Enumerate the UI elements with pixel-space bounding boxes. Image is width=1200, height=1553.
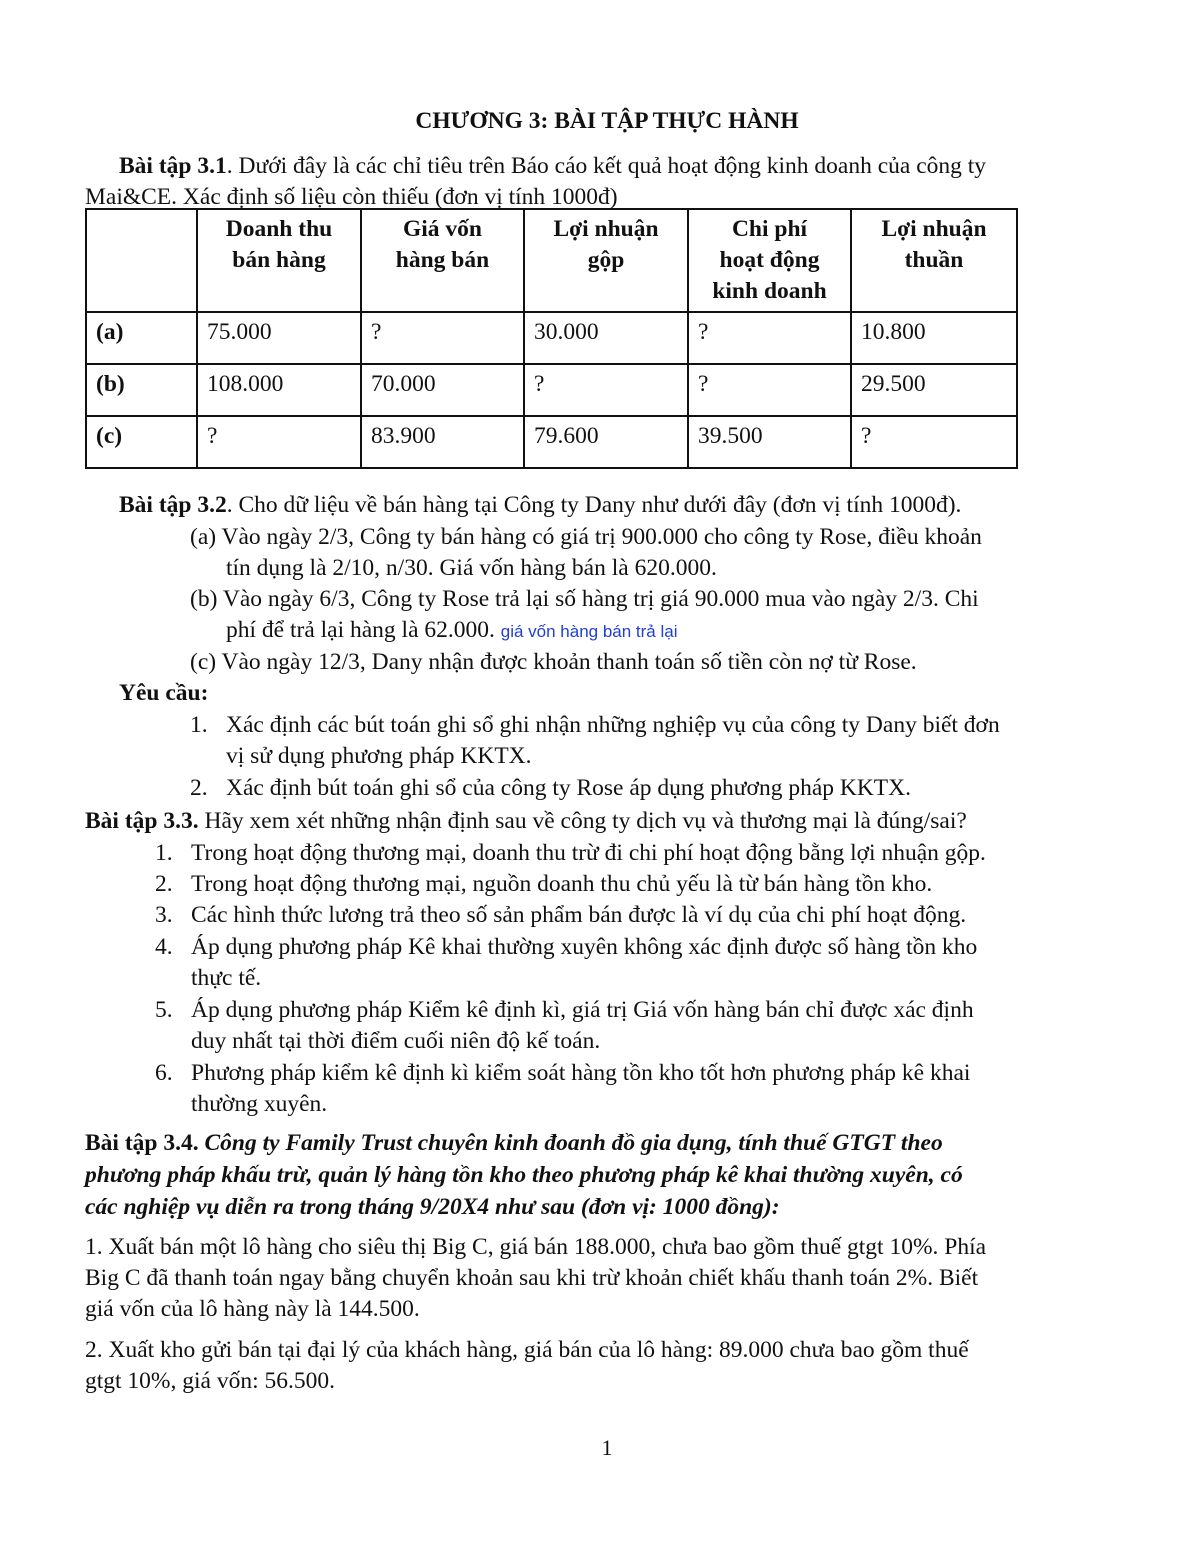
row-label: (c) bbox=[86, 416, 197, 468]
ex31-header-operating-expense: Chi phí hoạt động kinh doanh bbox=[688, 209, 851, 312]
ex33-label: Bài tập 3.3. bbox=[85, 808, 199, 834]
ex32-item-b-line1: (b) Vào ngày 6/3, Công ty Rose trả lại số hàng trị giá 90.000 mua vào ngày 2/3. Chi bbox=[190, 586, 979, 612]
ex31-header-empty bbox=[86, 209, 197, 312]
ex32-item-c: (c) Vào ngày 12/3, Dany nhận được khoản thanh toán số tiền còn nợ từ Rose. bbox=[190, 649, 917, 675]
ex34-transaction-2-line2: gtgt 10%, giá vốn: 56.500. bbox=[85, 1368, 335, 1394]
table-row bbox=[86, 312, 1017, 364]
ex33-item-1: Trong hoạt động thương mại, doanh thu trừ đi chi phí hoạt động bằng lợi nhuận gộp. bbox=[191, 840, 986, 866]
ex32-req2-line1: Xác định bút toán ghi sổ của công ty Rose áp dụng phương pháp KKTX. bbox=[226, 775, 912, 801]
ex32-req1-line2: vị sử dụng phương pháp KKTX. bbox=[226, 743, 532, 769]
table-cell: 79.600 bbox=[524, 416, 688, 468]
ex32-item-a-line2: tín dụng là 2/10, n/30. Giá vốn hàng bán là 620.000. bbox=[226, 555, 717, 581]
ex33-item-4-line2: thực tế. bbox=[191, 965, 262, 991]
ex34-label: Bài tập 3.4. bbox=[85, 1130, 199, 1156]
table-cell: 10.800 bbox=[851, 312, 1017, 364]
ex31-header-net-profit: Lợi nhuận thuần bbox=[851, 209, 1017, 312]
ex32-label: Bài tập 3.2 bbox=[119, 492, 227, 518]
ex33-item-2: Trong hoạt động thương mại, nguồn doanh thu chủ yếu là từ bán hàng tồn kho. bbox=[191, 871, 933, 897]
ex32-intro bbox=[119, 490, 961, 521]
ex34-intro-line2: phương pháp khấu trừ, quản lý hàng tồn kho theo phương pháp kê khai thường xuyên, có bbox=[85, 1162, 963, 1188]
ex33-intro bbox=[85, 806, 967, 837]
ex34-transaction-1-line3: giá vốn của lô hàng này là 144.500. bbox=[85, 1296, 420, 1322]
table-cell: 29.500 bbox=[851, 364, 1017, 416]
table-cell: ? bbox=[851, 416, 1017, 468]
ex32-req2-number: 2. bbox=[190, 775, 208, 801]
ex34-transaction-1-line2: Big C đã thanh toán ngay bằng chuyển khoản sau khi trừ khoản chiết khấu thanh toán 2%. Biết bbox=[85, 1265, 979, 1291]
row-label: (a) bbox=[86, 312, 197, 364]
ex33-item-4-line1: Áp dụng phương pháp Kê khai thường xuyên không xác định được số hàng tồn kho bbox=[191, 934, 978, 960]
ex34-intro-line1 bbox=[85, 1128, 943, 1159]
ex34-intro-line3: các nghiệp vụ diễn ra trong tháng 9/20X4 như sau (đơn vị: 1000 đồng): bbox=[85, 1194, 780, 1220]
handwritten-note: giá vốn hàng bán trả lại bbox=[500, 622, 678, 641]
ex31-intro-text: . Dưới đây là các chỉ tiêu trên Báo cáo kết quả hoạt động kinh doanh của công ty bbox=[226, 153, 987, 179]
table-row bbox=[86, 364, 1017, 416]
ex33-item-6-line2: thường xuyên. bbox=[191, 1091, 328, 1117]
ex31-table-header-row bbox=[86, 209, 1017, 312]
ex31-header-gross-profit: Lợi nhuận gộp bbox=[524, 209, 688, 312]
ex33-item-number: 5. bbox=[155, 997, 173, 1023]
ex33-item-5-line1: Áp dụng phương pháp Kiểm kê định kì, giá trị Giá vốn hàng bán chỉ được xác định bbox=[191, 997, 974, 1023]
table-row bbox=[86, 416, 1017, 468]
table-cell: 108.000 bbox=[197, 364, 361, 416]
ex31-intro-line2: Mai&CE. Xác định số liệu còn thiếu (đơn vị tính 1000đ) bbox=[85, 184, 618, 210]
ex32-intro-text: . Cho dữ liệu về bán hàng tại Công ty Dany như dưới đây (đơn vị tính 1000đ). bbox=[226, 492, 962, 518]
ex31-table bbox=[85, 208, 1018, 469]
table-cell: 75.000 bbox=[197, 312, 361, 364]
ex31-intro-line1 bbox=[119, 151, 986, 182]
ex31-label: Bài tập 3.1 bbox=[119, 153, 227, 179]
ex33-item-number: 1. bbox=[155, 840, 173, 866]
row-label: (b) bbox=[86, 364, 197, 416]
table-cell: ? bbox=[361, 312, 524, 364]
ex34-transaction-1-line1: 1. Xuất bán một lô hàng cho siêu thị Big C, giá bán 188.000, chưa bao gồm thuế gtgt 10%. Phía bbox=[85, 1234, 987, 1260]
ex33-item-number: 4. bbox=[155, 934, 173, 960]
ex31-header-revenue: Doanh thu bán hàng bbox=[197, 209, 361, 312]
ex32-req1-number: 1. bbox=[190, 712, 208, 738]
ex33-item-5-line2: duy nhất tại thời điểm cuối niên độ kế toán. bbox=[191, 1028, 601, 1054]
page-number: 1 bbox=[601, 1435, 613, 1460]
ex32-requirement-label: Yêu cầu: bbox=[119, 680, 209, 706]
table-cell: ? bbox=[524, 364, 688, 416]
ex33-intro-text: Hãy xem xét những nhận định sau về công ty dịch vụ và thương mại là đúng/sai? bbox=[198, 808, 967, 834]
ex33-item-number: 2. bbox=[155, 871, 173, 897]
ex32-req1-line1: Xác định các bút toán ghi sổ ghi nhận những nghiệp vụ của công ty Dany biết đơn bbox=[226, 712, 1000, 738]
table-cell: 30.000 bbox=[524, 312, 688, 364]
ex33-item-3: Các hình thức lương trả theo số sản phẩm bán được là ví dụ của chi phí hoạt động. bbox=[191, 902, 967, 928]
table-cell: 39.500 bbox=[688, 416, 851, 468]
ex32-item-b-line2-text: phí để trả lại hàng là 62.000. bbox=[226, 617, 495, 643]
table-cell: 83.900 bbox=[361, 416, 524, 468]
ex32-item-b-line2 bbox=[226, 615, 678, 647]
ex34-transaction-2-line1: 2. Xuất kho gửi bán tại đại lý của khách hàng, giá bán của lô hàng: 89.000 chưa bao gồm thuế bbox=[85, 1337, 969, 1363]
ex33-item-6-line1: Phương pháp kiểm kê định kì kiểm soát hàng tồn kho tốt hơn phương pháp kê khai bbox=[191, 1060, 971, 1086]
ex34-intro-text: Công ty Family Trust chuyên kinh đoanh đồ gia dụng, tính thuế GTGT theo bbox=[198, 1130, 943, 1156]
table-cell: ? bbox=[197, 416, 361, 468]
table-cell: ? bbox=[688, 312, 851, 364]
table-cell: ? bbox=[688, 364, 851, 416]
chapter-title: CHƯƠNG 3: BÀI TẬP THỰC HÀNH bbox=[415, 108, 799, 134]
ex33-item-number: 3. bbox=[155, 902, 173, 928]
table-cell: 70.000 bbox=[361, 364, 524, 416]
ex32-item-a-line1: (a) Vào ngày 2/3, Công ty bán hàng có giá trị 900.000 cho công ty Rose, điều khoản bbox=[190, 524, 982, 550]
ex33-item-number: 6. bbox=[155, 1060, 173, 1086]
ex31-header-cogs: Giá vốn hàng bán bbox=[361, 209, 524, 312]
